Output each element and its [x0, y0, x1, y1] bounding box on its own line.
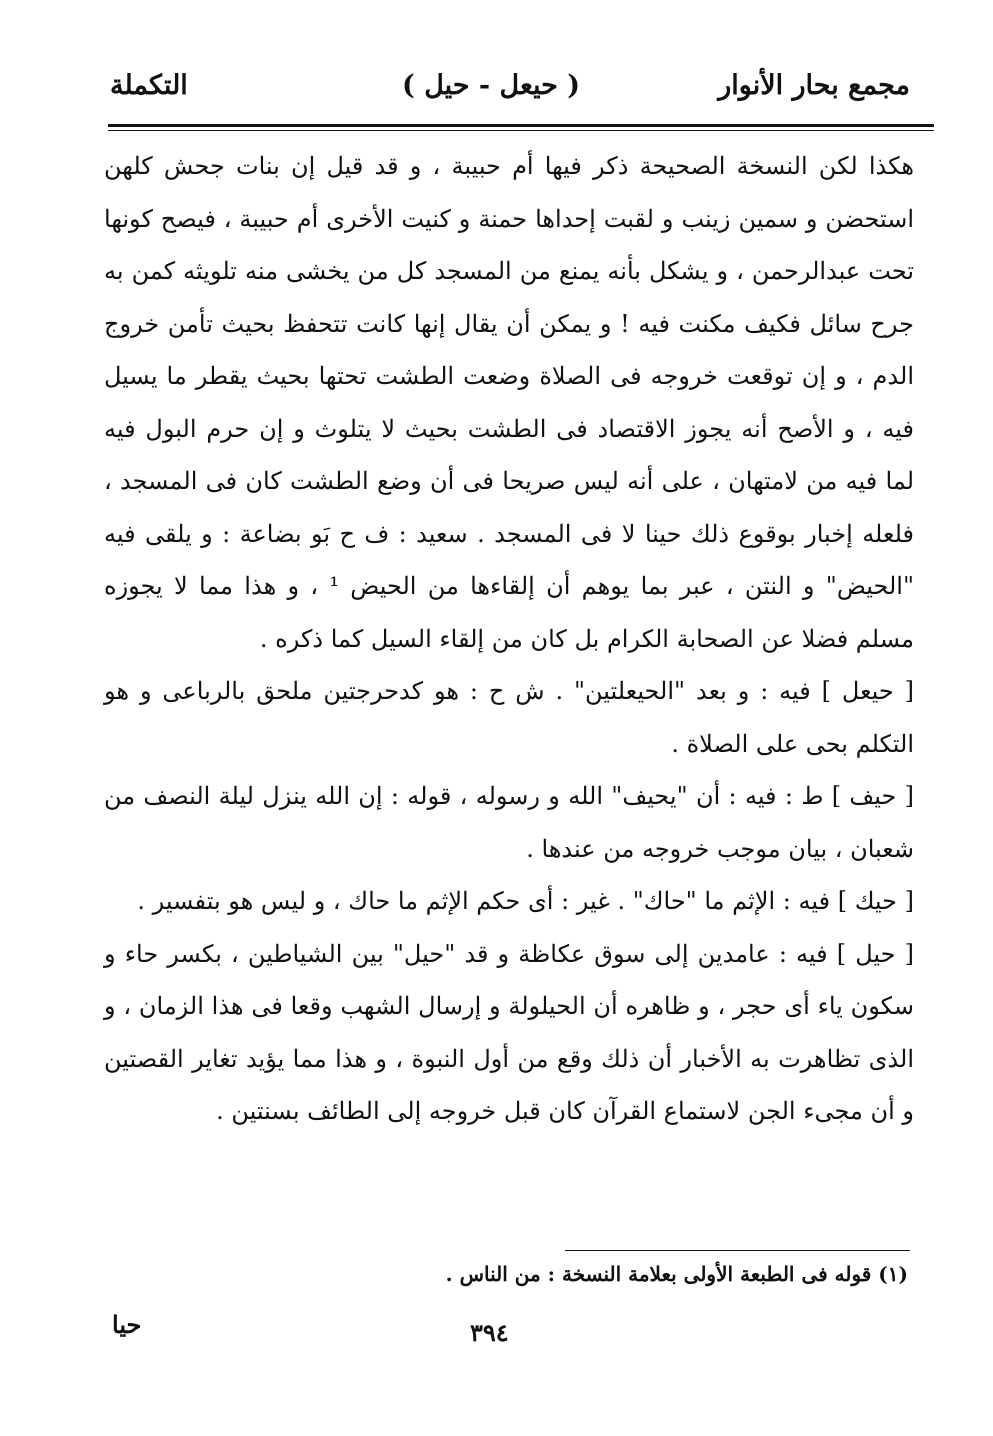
footnote-rule: [565, 1250, 910, 1251]
section-title: ( حيعل - حيل ): [402, 70, 580, 101]
body-text: [104, 140, 914, 1138]
page-number: ٣٩٤: [470, 1318, 509, 1347]
book-title: مجمع بحار الأنوار: [718, 70, 910, 101]
part-title: التكملة: [110, 70, 188, 101]
paragraph-continuation: هكذا لكن النسخة الصحيحة ذكر فيها أم حبيبة ، و قد قيل إن بنات جحش كلهن استحضن و سمين زينب و لقبت إحداها حمنة و كنيت الأخرى أم حبيبة ، فيصح كونها تحت عبدالرحمن ، و يشكل بأنه يمنع من المسجد كل من يخشى منه تلويثه كمن به جرح سائل فكيف مكنت فيه ! و يمكن أن يقال إنها كانت تتحفظ بحيث تأمن خروج الدم ، و إن توقعت خروجه فى الصلاة وضعت الطشت تحتها بحيث يقطر ما يسيل فيه ، و الأصح أنه يجوز الاقتصاد فى الطشت بحيث لا يتلوث و إن حرم البول فيه لما فيه من لامتهان ، على أنه ليس صريحا فى أن وضع الطشت كان فى المسجد ، فلعله إخبار بوقوع ذلك حينا لا فى المسجد . سعيد : ف ح بَو بضاعة : و يلقى فيه "الحيض" و النتن ، عبر بما يوهم أن إلقاءها من الحيض ¹ ، و هذا مما لا يجوزه مسلم فضلا عن الصحابة الكرام بل كان من إلقاء السيل كما ذكره .: [104, 152, 915, 653]
footnote: (١) قوله فى الطبعة الأولى بعلامة النسخة : من الناس .: [445, 1262, 908, 1286]
header-rule: [108, 124, 934, 127]
signature-mark: حيا: [112, 1310, 142, 1339]
page-header: [110, 70, 910, 120]
entry-hayk: [ حيك ] فيه : الإثم ما "حاك" . غير : أى حكم الإثم ما حاك ، و ليس هو بتفسير .: [137, 887, 914, 915]
entry-hayal: [ حيعل ] فيه : و بعد "الحيعلتين" . ش ح : هو كدحرجتين ملحق بالرباعى و هو التكلم بحى على الصلاة .: [104, 677, 915, 758]
header-rule-thin: [108, 130, 934, 131]
entry-hayl: [ حيل ] فيه : عامدين إلى سوق عكاظة و قد "حيل" بين الشياطين ، بكسر حاء و سكون ياء أى حجر ، و ظاهره أن الحيلولة و إرسال الشهب وقعا فى هذا الزمان ، و الذى تظاهرت به الأخبار أن ذلك وقع من أول النبوة ، و هذا مما يؤيد تغاير القصتين و أن مجىء الجن لاستماع القرآن كان قبل خروجه إلى الطائف بسنتين .: [104, 939, 914, 1125]
entry-hayf: [ حيف ] ط : فيه : أن "يحيف" الله و رسوله ، قوله : إن الله ينزل ليلة النصف من شعبان ، بيان موجب خروجه من عندها .: [104, 782, 914, 863]
